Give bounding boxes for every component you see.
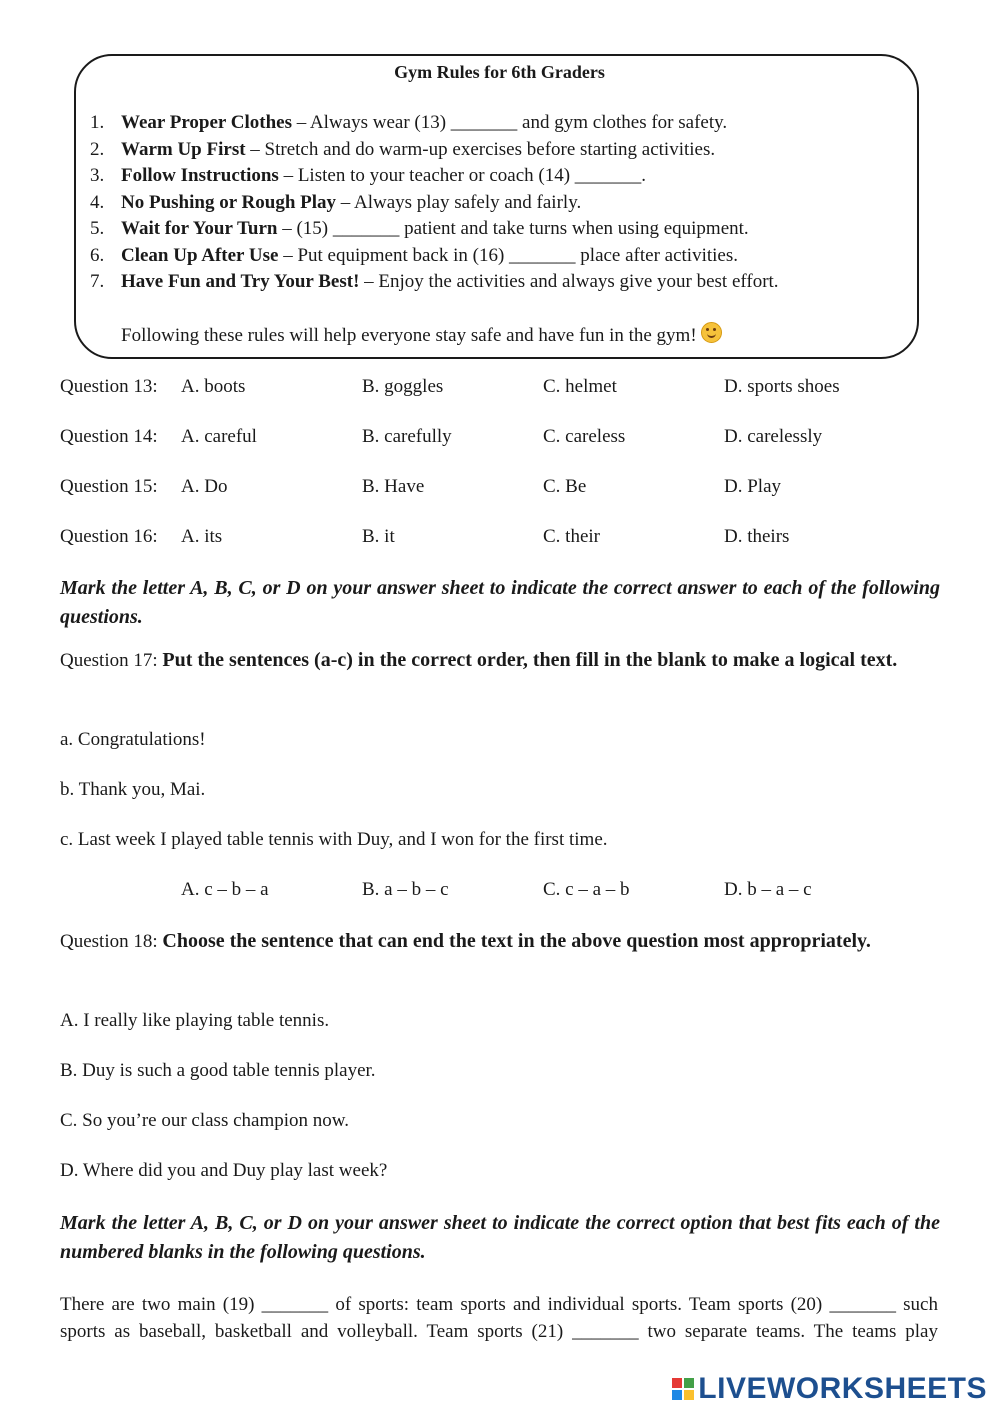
option-a[interactable]: A. c – b – a <box>181 879 269 900</box>
option-c[interactable]: C. c – a – b <box>543 879 630 900</box>
option-c[interactable]: C. helmet <box>543 376 617 397</box>
option-a[interactable]: A. Do <box>181 476 228 497</box>
option-d[interactable]: D. b – a – c <box>724 879 812 900</box>
option-a[interactable]: A. boots <box>181 376 246 397</box>
question-label: Question 15: <box>60 476 158 497</box>
option-c[interactable]: C. So you’re our class champion now. <box>60 1110 349 1131</box>
question-label: Question 14: <box>60 426 158 447</box>
option-d[interactable]: D. theirs <box>724 526 790 547</box>
option-c[interactable]: C. their <box>543 526 600 547</box>
logo-blocks-icon <box>672 1378 694 1400</box>
option-c[interactable]: C. careless <box>543 426 626 447</box>
instruction-heading: Mark the letter A, B, C, or D on your answer sheet to indicate the correct option that best fits each of the numbered blanks in the following questions. <box>60 1212 940 1263</box>
passage-line: sports as baseball, basketball and volleyball. Team sports (21) _______ two separate teams. The teams play <box>60 1321 938 1342</box>
option-c[interactable]: C. Be <box>543 476 587 497</box>
rules-title: Gym Rules for 6th Graders <box>394 62 605 82</box>
option-d[interactable]: D. Play <box>724 476 781 497</box>
rule-item: 1. Wear Proper Clothes – Always wear (13) _______ and gym clothes for safety. <box>90 112 728 133</box>
rule-item: 6. Clean Up After Use – Put equipment back in (16) _______ place after activities. <box>90 245 738 266</box>
rule-item: 4. No Pushing or Rough Play – Always play safely and fairly. <box>90 192 582 213</box>
option-b[interactable]: B. carefully <box>362 426 452 447</box>
liveworksheets-logo <box>672 1372 987 1406</box>
question-label: Question 16: <box>60 526 158 547</box>
option-b[interactable]: B. goggles <box>362 376 444 397</box>
option-a[interactable]: A. I really like playing table tennis. <box>60 1010 330 1031</box>
option-a[interactable]: A. its <box>181 526 223 547</box>
passage-line: There are two main (19) _______ of sports: team sports and individual sports. Team sports (20) _______ such <box>60 1294 938 1315</box>
option-b[interactable]: B. Have <box>362 476 425 497</box>
question-17-heading: Question 17: Put the sentences (a-c) in the correct order, then fill in the blank to make a logical text. <box>60 649 898 671</box>
question-label: Question 13: <box>60 376 158 397</box>
rule-item: 5. Wait for Your Turn – (15) _______ patient and take turns when using equipment. <box>90 218 749 239</box>
option-b[interactable]: B. it <box>362 526 395 547</box>
sentence-item: c. Last week I played table tennis with Duy, and I won for the first time. <box>60 829 608 850</box>
smiley-icon <box>701 322 722 343</box>
option-a[interactable]: A. careful <box>181 426 257 447</box>
rule-item: 2. Warm Up First – Stretch and do warm-up exercises before starting activities. <box>90 139 716 160</box>
option-d[interactable]: D. carelessly <box>724 426 823 447</box>
option-d[interactable]: D. sports shoes <box>724 376 840 397</box>
option-d[interactable]: D. Where did you and Duy play last week? <box>60 1160 388 1181</box>
instruction-heading: Mark the letter A, B, C, or D on your answer sheet to indicate the correct answer to each of the following questions. <box>60 577 940 628</box>
brand-name: LIVEWORKSHEETS <box>698 1372 987 1405</box>
option-b[interactable]: B. Duy is such a good table tennis player. <box>60 1060 376 1081</box>
option-b[interactable]: B. a – b – c <box>362 879 449 900</box>
question-18-heading: Question 18: Choose the sentence that can end the text in the above question most appropriately. <box>60 930 871 952</box>
sentence-item: a. Congratulations! <box>60 729 206 750</box>
sentence-item: b. Thank you, Mai. <box>60 779 206 800</box>
rules-closing: Following these rules will help everyone stay safe and have fun in the gym! <box>121 322 722 347</box>
rule-item: 3. Follow Instructions – Listen to your teacher or coach (14) _______. <box>90 165 647 186</box>
rule-item: 7. Have Fun and Try Your Best! – Enjoy the activities and always give your best effort. <box>90 271 779 292</box>
